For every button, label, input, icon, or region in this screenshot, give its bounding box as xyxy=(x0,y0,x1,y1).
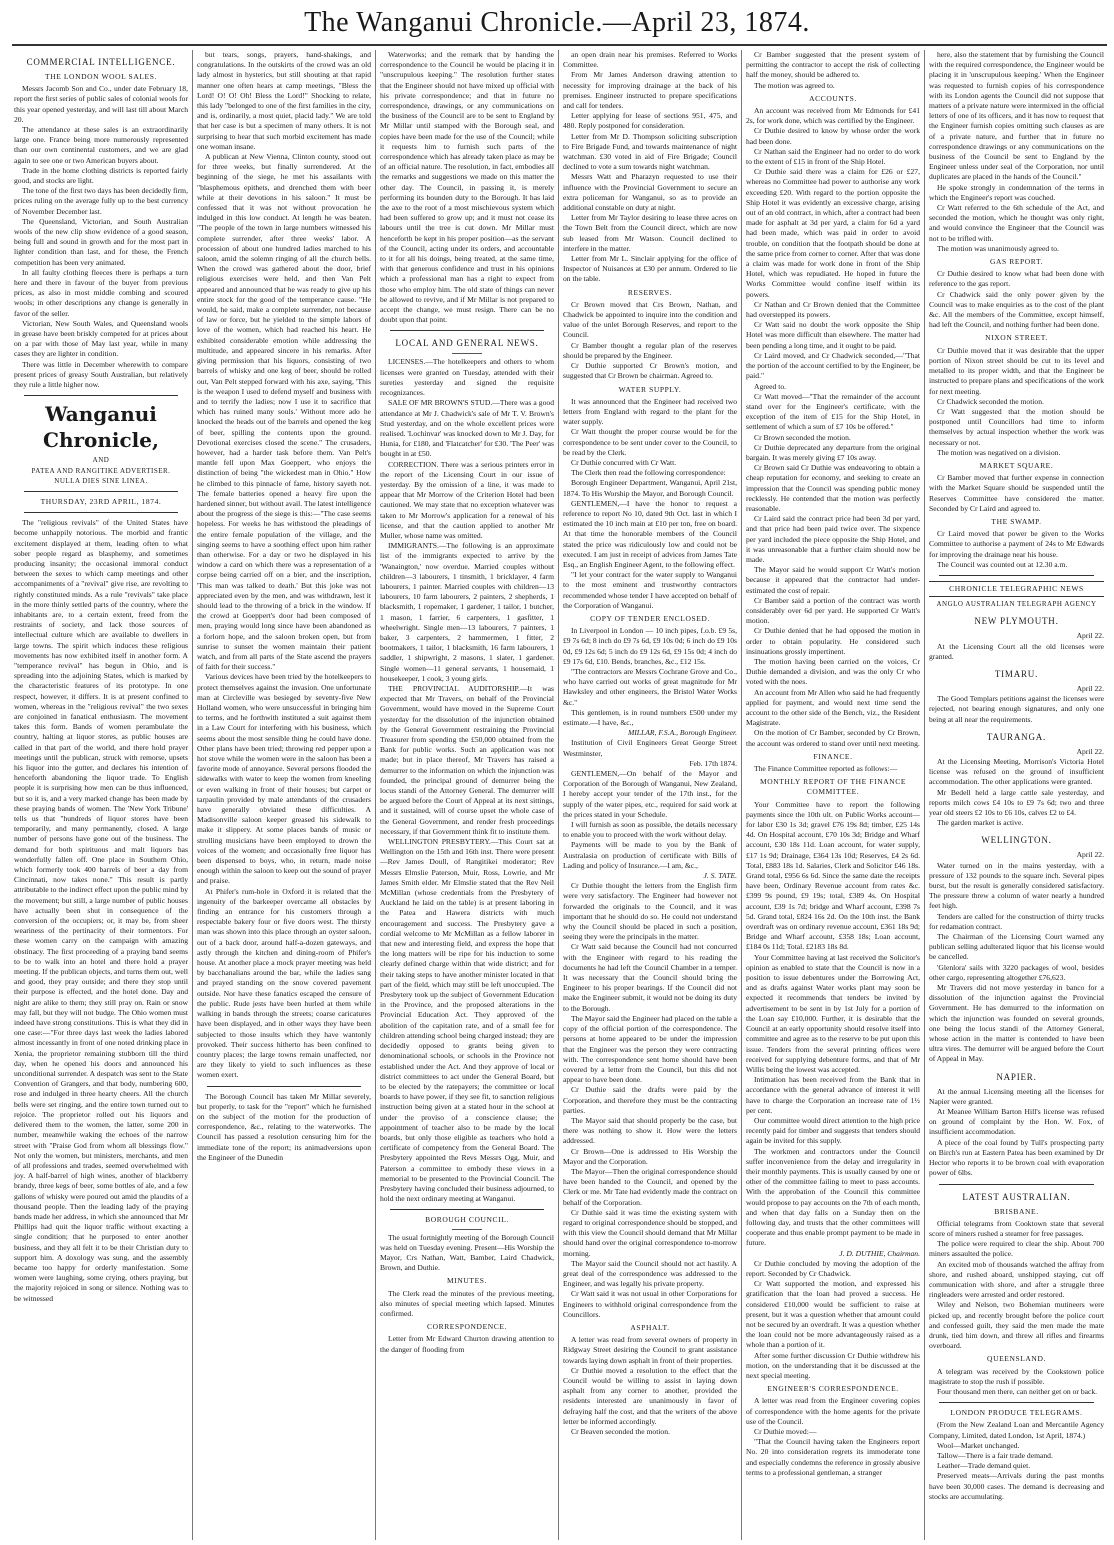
article-paragraph: Cr Bamber said a portion of the contract was worth considerably over 6d per yard. He supported Cr Watt's motion. xyxy=(746,595,920,626)
article-paragraph: Cr Duthie said the drafts were paid by the Corporation, and therefore they must be the contracting parties. xyxy=(563,1085,737,1115)
article-paragraph: Letter from Mr L. Sinclair applying for the office of Inspector of Nuisances at £30 per annum. Ordered to lie on the table. xyxy=(563,254,737,284)
article-paragraph: The "religious revivals" of the United States have become unhappily notorious. The morbid and frantic excitement displayed at them, leading often to what sober people regard as blasphemy, and sometimes producing insanity; the occasional immoral conduct between the sexes to which camp meetings and other accompaniments of a "revival" give rise, are revolting to rightly constituted minds. As a rule "revivals" take place in the more thinly settled parts of the country, where the inhabitants are, to a certain extent, freed from the restraints of society, and lack those sources of intellectual culture which are available to dwellers in large towns. The spirit which induces these religious movements has now exhibited itself in another form. A "temperance revival" has begun in Ohio, and is spreading into the adjoining States, which is marked by the characteristic features of its prototype. In one respect, however, it differs. It is at present confined to women, whereas in the "religious revival" the two sexes are conjoined in fanatical enthusiasm. The movement takes this form. Bands of women perambulate the country, halting at liquor stores, as public houses are called in that part of the world, and there hold prayer meetings until the publican, struck with remorse, upsets his liquor into the gutter, and declares his intention of henceforth abandoning the liquor trade. To English people it is surprising how men can be thus influenced, but so it is, and a very marked change has been made by these praying bands of women. The 'New York Tribune' tells us that "hundreds of liquor stores have been temporarily, and many permanently, closed. A large number of persons have gone out of the business. The demand for both spirituous and malt liquors has wonderfully fallen off. One place in Southern Ohio, which formerly took 400 barrels of beer a day from Cincinnati, now takes none." This result is partly attributable to the indirect effect upon the public mind by the movement; but still, a large number of public houses have actually been shut in consequence of the conversion of the occupiers; or, it may be, from sheer weariness of the pertinacity of their tormentors. For these women carry on the campaign with amazing obstinacy. The first proceeding of a praying band seems to be to walk into an hotel and there hold a prayer meeting. If the publican objects, and turns them out, well and good, they pray outside; and there they stop until their purpose is effected, and the hotel done. Day and night are alike to them; they still pray on. Rain or snow may fall, but they will not budge. The Ohio women must indeed have strong constitutions. This is what they did in one case:—"For three days last week the ladies labored almost incessantly in front of one noted drinking place in Xenia, the proprietor remaining stubborn till the third day, when he opened his doors and announced his unconditional surrender. A despatch was sent to the State Convention of Grangers, and that body, numbering 600, rose and indulged in three hearty cheers. All the church bells were set ringing, and the entire town turned out to rejoice. The proprietor rolled out his liquors and delivered them to the women, the latter, some 200 in number, meanwhile waking the echoes of the narrow street with "Praise God from whom all blessings flow." Not only the women, but ministers, merchants, and men of all professions and trades, seemed overwhelmed with joy. A half-barrel of high wines, another of blackberry brandy, three kegs of beer, some bottles of ale, and a few gallons of whisky were poured out amid the plaudits of a thousand people. Then the leading lady of the praying bands made her address, in which she announced that Mr Phillips had quit the liquor traffic without exacting a single condition; that he purposed to enter another business, and they all felt it to be their Christian duty to support him. A doxology was sung, and the assembly became too happy for orderly manifestation. Some women were laughing, some crying, others praying, but the majority rejoiced in song or silence. Nothing was to be witnessed xyxy=(14,518,188,1303)
article-paragraph: The usual fortnightly meeting of the Borough Council was held on Tuesday evening. Present—His Worship the Mayor, Crs Nathan, Watt, Bamber, Laird Chadwick, Brown, and Duthie. xyxy=(380,1232,554,1273)
column-rule xyxy=(939,575,1094,576)
subheading: BOROUGH COUNCIL. xyxy=(425,1215,509,1225)
article-paragraph: I will furnish as soon as possible, the details necessary to enable you to proceed with the work without delay. xyxy=(563,820,737,840)
short-rule xyxy=(452,353,482,354)
column-6 xyxy=(925,50,1108,1540)
article-paragraph: LICENSES.—The hotelkeepers and others to whom licenses were granted on Tuesday, attended with their sureties yesterday and signed the requisite recognizances. xyxy=(380,357,554,398)
article-paragraph: Cr Duthie said it was time the existing system with regard to original correspondence should be stopped, and with this view the Council should demand that Mr Millar should hand over the original correspondence to-morrow morning. xyxy=(563,1207,737,1258)
boxed-heading: CHRONICLE TELEGRAPHIC NEWS xyxy=(929,581,1104,597)
masthead-subtitle: NULLA DIES SINE LINEA. xyxy=(54,476,148,485)
article-paragraph: Cr Duthie concluded by moving the adoption of the report. Seconded by Cr Chadwick. xyxy=(746,1258,920,1278)
subheading: GAS REPORT. xyxy=(989,257,1044,267)
article-paragraph: The garden market is active. xyxy=(937,818,1024,828)
article-paragraph: Mr Travers did not move yesterday in banco for a dissolution of the injunction against the Provincial Government. He has demurred to the information on which the injunction was founded on several grounds, one being the locus standi of the Attorney General, whose action in the matter is contended to have been ultra vires. The demurrer will be argued before the Court of Appeal in May. xyxy=(929,983,1104,1064)
article-paragraph: Cr Bamber thought a regular plan of the reserves should be prepared by the Engineer. xyxy=(563,340,737,360)
column-4 xyxy=(559,50,742,1540)
article-paragraph: but tears, songs, prayers, hand-shakings, and congratulations. In the outskirts of the crowd was an old lady almost in hysterics, but still shouting at that rapid manner one often hears at camp meetings, "Bless the Lord! O! O! Oh! Bless the Lord!" Shocking to relate, this lady "belonged to one of the first families in the city, and is, ordinarily, a most quiet, placid lady." We are told that her case is but a specimen of many others. It is not surprising to hear that such morbid excitement has made one woman insane. xyxy=(197,50,371,151)
section-heading: LATEST AUSTRALIAN. xyxy=(962,1191,1071,1202)
article-paragraph: An account was received from Mr Edmonds for £41 2s, for work done, which was certified by the Engineer. xyxy=(746,106,920,126)
article-paragraph: The tone of the first two days has been decidedly firm, prices ruling on the average fully up to the best currency of November December last. xyxy=(14,186,188,216)
column-rule xyxy=(207,1086,361,1087)
article-paragraph: Payments will be made to you by the Bank of Australasia on production of certificate with Bills of Lading and policy of Insurance.—I am, &c., xyxy=(563,840,737,870)
section-heading: NEW PLYMOUTH. xyxy=(974,616,1059,627)
article-paragraph: "That the Council having taken the Engineers report No. 20 into consideration regrets its immoderate tone and especially condemns the reference in grossly abusive terms to a professional gentleman, a stranger xyxy=(746,1437,920,1477)
column-2 xyxy=(193,50,376,1540)
article-paragraph: "The contractors are Messrs Cochrane Grove and Co., who have carried out works of great magnitude for Mr Hawksley and other engineers, the Bristol Water Works &c." xyxy=(563,666,737,707)
article-paragraph: The workmen and contractors under the Council suffer inconvenience from the delay and irregularity in their monthly payments. This is usually caused by one or other of the committee failing to meet to pass accounts. With the approbation of the Council this committee would propose to pay accounts on the 7th of each month, and when that day falls on a Sunday then on the following day, and trusts that the other committees will cooperate and thus enable prompt payment to be made in future. xyxy=(746,1146,920,1248)
dateline: April 22. xyxy=(1076,746,1104,756)
subheading: COPY OF TENDER ENCLOSED. xyxy=(590,613,710,623)
masthead-title: Wanganui Chronicle, xyxy=(43,402,159,453)
subheading: NIXON STREET. xyxy=(985,333,1048,343)
article-paragraph: SALE OF MR BROWN'S STUD.—There was a good attendance at Mr J. Chadwick's sale of Mr T. V. Brown's Stud yesterday, and on the whole excellent prices were realised. 'Lochinvar' was knocked down to Mr J. Day, for Hunia, for £180, and 'Flatcatcher' for £30. 'The Peer' was bought in at £50. xyxy=(380,398,554,459)
article-paragraph: The Queensland, Victorian, and South Australian wools of the new clip show evidence of a good season, being full and sound in growth and for the most part in lighter condition than last, and for these, the French competition has been very animated. xyxy=(14,216,188,267)
article-paragraph: Victorian, New South Wales, and Queensland wools in grease have been briskly competed for at prices about on a par with those of May last year, while in many cases they are lighter in condition. xyxy=(14,318,188,359)
article-paragraph: THE PROVINCIAL AUDITORSHIP.—It was expected that Mr Travers, on behalf of the Provincial Government, would have moved in the Supreme Court yesterday for the dissolution of the injunction obtained by the General Government restraining the Provincial Treasurer from spending the £50,000 obtained from the Bank for public works. Such an application was not made; but in place thereof, Mr Travers has raised a demurrer to the information on which the injunction was founded, the principal ground of demurrer being the locus standi of the Attorney General. The demurrer will be argued before the Court of Appeal at its next sittings, and it sustained, will of course upset the whole case of the General Government, and render fresh proceedings necessary, if that Government think fit to institute them. xyxy=(380,683,554,836)
article-paragraph: An excited mob of thousands watched the affray from shore, and rushed aboard, unshipped staying, cut off communication with shore, and after a struggle three ringleaders were arrested and order restored. xyxy=(929,1259,1104,1300)
article-paragraph: Four thousand men there, can neither get on or back. xyxy=(937,1386,1098,1396)
article-paragraph: Tallow—There is a fair trade demand. xyxy=(937,1450,1053,1460)
article-paragraph: Cr Bamber suggested that the present system of permitting the contractor to accept the risk of collecting half the money, should be adhered to. xyxy=(746,50,920,80)
article-paragraph: Cr Beaven seconded the motion. xyxy=(571,1427,670,1437)
article-paragraph: Messrs Jacomb Son and Co., under date February 18, report the first series of public sales of colonial wools for this year opened yesterday, and will last till about March 20. xyxy=(14,84,188,124)
article-paragraph: A telegram was received by the Cookstown police magistrate to stop the rush if possible. xyxy=(929,1366,1104,1386)
newspaper-masthead: The Wanganui Chronicle.—April 23, 1874. xyxy=(304,7,810,38)
dateline: April 22. xyxy=(1076,683,1104,693)
article-paragraph: Cr Watt moved—"That the remainder of the account stand over for the Engineer's certificate, with the exception of the item of £15 for the Ship Hotel, in settlement of which a sum of £7 10s be offered." xyxy=(746,391,920,432)
column-3 xyxy=(376,50,559,1540)
section-heading: COMMERCIAL INTELLIGENCE. xyxy=(26,57,176,67)
subheading: THE SWAMP. xyxy=(991,516,1042,526)
article-paragraph: Cr Bamber moved that further expense in connection with the Market Square should be suspended until the Reserves Committee have considered the matter. Seconded by Cr Laird and agreed to. xyxy=(929,473,1104,513)
article-paragraph: Cr Laird moved that power be given to the Works Committee to authorise a payment of 24s to Mr Edwards for improving the drainage near his house. xyxy=(929,529,1104,559)
article-paragraph: At Phifer's rum-hole in Oxford it is related that the ingenuity of the barkeeper overcame all obstacles by finding an entrance for his customers through a respectable bakery four or five doors west. The thirsty man was shown into this place through an oyster saloon, out of a back door, around half-a-dozen gateways, and astly through the kitchen and dining-room of Phifer's house. At another place a mock prayer meeting was held by bacchanalians around the bar, while the ladies sang and prayed standing on the snow covered pavement outside. Nor have these fanatics escaped the censure of the public. Rude jests have been hurled at them while walking in bands through the streets; coarse caricatures have been displayed, and in other ways they have been subjected to those insults which they have wantonly provoked. Their success hitherto has been confined to country places; the large towns remain unaffected, nor are they likely to yield to such influences as these women exert. xyxy=(197,886,371,1080)
dateline: Feb. 17th 1874. xyxy=(689,758,737,768)
article-paragraph: Water turned on in the mains yesterday, with a pressure of 132 pounds to the square inch. Several pipes burst, but the result is generally considered satisfactory. The pressure threw a column of water nearly a hundred feet high. xyxy=(929,860,1104,911)
article-paragraph: GENTLEMEN,—On behalf of the Mayor and Corporation of the Borough of Wanganui, New Zealand, I hereby accept your tender of the 17th inst., for the supply of the water pipes, etc., required for said work at the prices stated in your Schedule. xyxy=(563,769,737,819)
article-paragraph: The Council was counted out at 12.30 a.m. xyxy=(937,559,1068,569)
article-paragraph: The Clerk read the minutes of the previous meeting, also minutes of special meeting which lapsed. Minutes confirmed. xyxy=(380,1288,554,1318)
article-paragraph: Letter from Mr Edward Churton drawing attention to the danger of flooding from xyxy=(380,1334,554,1354)
section-heading: WELLINGTON. xyxy=(981,835,1052,846)
article-paragraph: Cr Watt said it was not usual in other Corporations for Engineers to withhold original correspondence from the Councillors. xyxy=(563,1289,737,1319)
article-paragraph: Cr Brown said Cr Duthie was endeavoring to obtain a cheap reputation for economy, and seeking to create an impression that the Council was spending public money recklessly. He contended that the motion was perfectly reasonable. xyxy=(746,463,920,513)
article-paragraph: The Chairman of the Licensing Court warned any publican selling adulterated liquor that his license would be cancelled. xyxy=(929,932,1104,962)
article-paragraph: "I let your contract for the water supply to Wanganui to the most eminent and trustworthy contractors recommended whose tender I have accepted on behalf of the Corporation of Wanganui. xyxy=(563,570,737,610)
subheading: LONDON PRODUCE TELEGRAMS. xyxy=(950,1408,1083,1418)
article-paragraph: Cr Watt supported the motion, and expressed his gratification that the loan had proved a success. He considered £10,000 would be sufficient to raise at present, but it was a question whether that amount could not be secured by an overdraft. It was a question whether the loan could not be more advantageously raised as a whole than a portion of it. xyxy=(746,1279,920,1350)
article-paragraph: Cr Watt thought the proper course would be for the correspondence to be sent under cover to the Council, to be read by the Clerk. xyxy=(563,427,737,457)
article-paragraph: Cr Duthie deprecated any departure from the original bargain. It was merely giving £7 10s away. xyxy=(746,442,920,462)
article-paragraph: At the Licensing Meeting, Morrison's Victoria Hotel license was refused on the ground of insufficient accommodation. The other applications were granted. xyxy=(929,756,1104,787)
article-paragraph: Mr Bedell held a large cattle sale yesterday, and reports milch cows £4 10s to £9 7s 6d; two and three year old steers £2 10s to £6 10s, calves £2 to £4. xyxy=(929,787,1104,817)
signature-line: J. S. TATE. xyxy=(703,871,737,881)
article-paragraph: Cr Nathan and Cr Brown denied that the Committee had overstepped its powers. xyxy=(746,299,920,320)
masthead-subtitle: AND xyxy=(92,456,110,465)
article-paragraph: The police were required to clear the ship. About 700 miners assaulted the police. xyxy=(929,1239,1104,1259)
column-rule xyxy=(390,330,544,331)
article-paragraph: The Mayor said the Engineer had placed on the table a copy of the official portion of the correspondence. The persons at home appeared to be under the impression that the Engineer was the person they were contracting with. The correspondence sent home should have been covered by a letter from the Council, but this did not appear to have been done. xyxy=(563,1013,737,1085)
masthead-subtitle: ANGLO AUSTRALIAN TELEGRAPH AGENCY xyxy=(936,600,1097,609)
subheading: CORRESPONDENCE. xyxy=(426,1322,508,1332)
article-paragraph: Cr Chadwick seconded the motion. xyxy=(937,396,1044,406)
article-paragraph: A letter was read from the Engineer covering copies of correspondence with the home agents for the private use of the Council. xyxy=(746,1396,920,1426)
article-paragraph: Cr Brown moved that Crs Brown, Nathan, and Chadwick be appointed to inquire into the condition and value of the unlet Borough Reserves, and report to the Council. xyxy=(563,299,737,340)
article-paragraph: Cr Brown—One is addressed to His Worship the Mayor and the Corporation. xyxy=(563,1146,737,1166)
dateline: April 22. xyxy=(1076,850,1104,860)
column-rule xyxy=(24,512,178,513)
article-paragraph: WELLINGTON PRESBYTERY.—This Court sat at Wellington on the 15th and 16th inst. There were present—Rev James Doull, of Rangitikei moderator; Rev Messrs Elmslie Paterson, Muir, Ross, Lowrie, and Mr James Smith elder. Mr Elmslie stated that the Rev Neil McMillan (whose credentials from the Presbytery of Auckland he laid on the table) is at present laboring in the Patea and Hawera districts with much encouragement and success. The Presbytery gave a cordial welcome to Mr McMillan as a fellow laborer in that new and interesting field, and express the hope that the long matters will be ripe for his induction to some clearly defined charge within that wide district; and for their taking steps to have another minister located in that part of the field, which may still be left unoccupied. The Presbytery took up the subject of Government Education in the Province, and the proposed alterations in the Provincial Education Act. They approved of the abolition of the capitation rate, and of a small fee for children attending school being charged instead; they are decidedly opposed to grants being given to denominational schools, or schools in the Province not established under the Act. And they approve of local or district committees to act under the General Board, but to be elected by the ratepayers; the committee or local boards to have power, if they see fit, to sanction religious instruction being given at a stated hour in the school at under the proviso of a conscience clause; the appointment of teacher also to be made by the local boards, but only those eligible as teachers who hold a certificate of competency from the General Board. The Presbytery appointed the Revs Messrs Ogg, Muir, and Paterson a committee to embody these views in a memorial to be presented to the Provincial Council. The Presbytery having concluded their business adjourned, to hold the next ordinary meeting at Wanganui. xyxy=(380,837,554,1204)
column-rule xyxy=(939,1184,1094,1185)
article-paragraph: GENTLEMEN,—I have the honor to request a reference to report No 10, dated 9th Oct. last in which I estimated the 10 inch main at £10 per ton, free on board. At that time the honorable members of the Council stated the price was ridiculously low and could not be executed. I am just in receipt of advices from James Tate Esq., an English Engineer Agent, to the following effect. xyxy=(563,498,737,569)
article-paragraph: Tenders are called for the construction of thirty trucks for redamation contract. xyxy=(929,911,1104,931)
article-paragraph: IMMIGRANTS.—The following is an approximate list of the immigrants expected to arrive by the 'Wanaington,' now overdue. Married couples without children—3 labourers, 1 tinsmith, 1 bricklayer, 4 farm labourers, 1 painter. Married couples with children—13 labourers, 10 farm labourers, 2 painters, 2 shepherds, 1 blacksmith, 1 ropemaker, 1 gardener, 1 tailor, 1 butcher, 1 mason, 1 farrier, 6 carpenters, 1 gasfitter, 1 wheelwright. Single men—13 labourers, 7 painters, 1 baker, 3 carpenters, 2 hammermen, 1 fitter, 2 bootmakers, 1 tailor, 1 blacksmith, 16 farm labourers, 1 saddler, 1 shipwright, 2 masons, 1 slater, 1 gardener. Single women—11 general servants, 1 housemaid, 1 housekeeper, 1 cook, 3 young girls. xyxy=(380,541,554,683)
subheading: MARKET SQUARE. xyxy=(979,460,1054,470)
article-paragraph: 'Glenlora' sails with 3220 packages of wool, besides other cargo, representing altogether £76,623. xyxy=(929,962,1104,982)
article-paragraph: Cr Chadwick said the only power given by the Council was to make enquiries as to the cost of the plant &c. All the members of the Committee, except himself, had left the Council, and nothing further had been done. xyxy=(929,289,1104,330)
subheading: MONTHLY REPORT OF THE FINANCE COMMITTEE. xyxy=(759,777,907,797)
article-paragraph: Cr Duthie moved:— xyxy=(754,1427,817,1437)
article-paragraph: Letter from Mr Taylor desiring to lease three acres on the Town Belt from the Council direct, which are now sub leased from Mr Watson. Council declined to interfere in the matter. xyxy=(563,213,737,253)
article-paragraph: The attendance at these sales is an extraordinarily large one. France being more numerously represented than our own continental customers, and we are glad again to see one or two American buyers about. xyxy=(14,125,188,165)
article-paragraph: Cr Duthie desired to know by whose order the work had been done. xyxy=(746,126,920,146)
article-paragraph: In Liverpool in London — 10 inch pipes, f.o.b. £9 5s, £9 7s 6d; 8 inch do £9 7s 6d, £9 10s 0d; 6 inch do £9 10s 0d, £9 12s 6d; 5 inch do £9 12s 6d, £9 15s 0d; 4 inch do £9 17s 6d, £10. Bends, branches, &c., £12 15s. xyxy=(563,626,737,666)
section-heading: TAURANGA. xyxy=(986,731,1047,742)
article-paragraph: Cr Duthie moved that it was desirable that the upper portion of Nixon street should be cut to its level and metalled to its proper width, and that the Engineer be instructed to prepare plans and specifications of the work for next meeting. xyxy=(929,345,1104,396)
subheading: FINANCE. xyxy=(813,751,853,761)
section-heading: NAPIER. xyxy=(996,1071,1037,1082)
article-paragraph: An account from Mr Allen who said he had frequently applied for payment, and would next time send the account to the other side of the Bench, viz., the Resident Magistrate. xyxy=(746,687,920,728)
article-paragraph: This gentlemen, is in round numbers £500 under my estimate.—I have, &c., xyxy=(563,707,737,727)
article-paragraph: A publican at New Vienna, Clinton county, stood out for three weeks, but finally surrendered. At the beginning of the siege, he met his assailants with "blasphemous epithets, and drenched them with beer while at their devotions in his saloon." It must be confessed that it was not without provocation he indulged in this low conduct. At length he was beaten. "The people of the town in large numbers witnessed his complete surrender, after three weeks' labor. A procession of about one hundred ladies marched to his saloon, amid the solemn ringing of all the church bells. When the crowd was gathered about the door, brief religious exercises were held, and then Van Pelt appeared and announced that he was ready to give up his entire stock for the good of the temperance cause. "He would, he said, make a complete surrender, not because of law or force, but he yielded to the simple labors of love of the women, which had reached his heart. He exhibited considerable emotion while addressing the multitude, and appeared sincere in his remarks. After giving permission that his liquors, consisting of two barrels of whisky and one keg of beer, should be rolled out, Van Pelt stepped forward with his axe, saying, 'This is the weapon I used to defend myself and business with and to terrify the ladies; now I use it to sacrifice that which has ruined many souls.' Without more ado he knocked the heads out of the barrels and opened the keg of beer, spilling the contents upon the ground. Devotional exercises closed the scene." The crusaders, however, had a harder task before them. Van Pelt's mantle fell upon Max Goeppert, who enjoys the distinction of being "the wickedest man in Ohio." How he climbed to this pinnacle of fame, history sayeth not. The female batteries opened a heavy fire upon the hardened sinner, but without avail. The latest intelligence about the progress of the siege is this:—"The case seems hopeless. For weeks he has withstood the pleadings of the entire female population of the village, and the singing seems to have a soothing effect upon him rather than otherwise. For a day or two he displayed in his window a card on which there was a representation of a corpse being carried off on a bier, and the inscription, 'This man was talked to death.' But this joke was not appreciated even by the men, and was withdrawn, lest it should lead to the throwing of a brick in the window. If the crowd at Goeppert's door had been composed of men, praying would long since have been abandoned as a forlorn hope, and the saloon broken open, but from sunrise to sunset the women maintain their patient watch, and from all parts of the State ascend the prayers of faith for their success." xyxy=(197,152,371,672)
article-paragraph: The Finance Committee reported as follows:— xyxy=(754,764,898,774)
masthead-subtitle: PATEA AND RANGITIKE ADVERTISER. xyxy=(31,466,171,475)
article-paragraph: The Mayor—Then the original correspondence should have been handed to the Council, and opened by the Clerk or me. Mr Tate had evidently made the contract on behalf of the Corporation. xyxy=(563,1166,737,1207)
article-paragraph: (From the New Zealand Loan and Mercantile Agency Company, Limited, dated London, 1st April, 1874.) xyxy=(929,1420,1104,1440)
article-paragraph: Letter from Mr D. Thompson soliciting subscription to Fire Brigade Fund, and towards maintenance of night watchman. £30 voted in aid of Fire Brigade; Council declined to vote a sum towards night watchman. xyxy=(563,131,737,172)
article-paragraph: Institution of Civil Engineers Great George Street Westminster, xyxy=(563,738,737,758)
column-rule xyxy=(390,1209,544,1210)
article-paragraph: There was little in December wherewith to compare present prices of greasy South Australian, but relatively they rule a little higher now. xyxy=(14,359,188,390)
subheading: QUEENSLAND. xyxy=(987,1354,1046,1364)
subheading: THURSDAY, 23RD APRIL, 1874. xyxy=(40,496,162,506)
article-paragraph: Preserved meats—Arrivals during the past months have been 30,000 cases. The demand is decreasing and stocks are accumulating. xyxy=(929,1471,1104,1501)
article-paragraph: Your Committee having at last received the Solicitor's opinion as enabled to state that the Council is now in a position to issue debentures under the Borrowing Act, and as drafts against Water works plant may soon be expected it recommends that tenders be invited by advertisement to be sent in by 1st July for a portion of the Loan say £10,000. Further, it is desirable that the Council at an early opportunity should resolve itself into committee and agree as to the reserve to be put upon this issue. Tenders from the several printing offices were received for supplying debenture forms, and that of Mr Willis being the lowest was accepted. xyxy=(746,952,920,1074)
article-paragraph: Cr Duthie concurred with Cr Watt. xyxy=(571,457,677,467)
article-paragraph: Cr Laird said the contract price had been 3d per yard, and that price had been paid twice over. The sixpence per yard included the piece opposite the Ship Hotel, and it was unreasonable that a further claim should now be made. xyxy=(746,514,920,564)
article-paragraph: The motion was unanimously agreed to. xyxy=(937,243,1059,253)
article-paragraph: The motion was negatived on a division. xyxy=(937,447,1061,457)
article-paragraph: At the Licensing Court all the old licenses were granted. xyxy=(929,641,1104,661)
article-paragraph: Waterworks; and the remark that by handing the correspondence to the Council he would be placing it in "unscrupulous keeping." The resolution further states that the Engineer should not have mixed up official with his private correspondence; and that in future no correspondence, drawings, or any communications on the business of the Council are to be sent to England by Mr Millar until stamped with the Borough seal, and copies have been made for the use of the Council; while it requests him to furnish such parts of the correspondence which has already taken place as may be of an official nature. The resolution, in fact, embodies all the remarks and suggestions we made on this matter the other day. The Council, in passing it, is merely performing its bounden duty to the Borough. It has laid the axe to the root of a most mischievous system which had been suffered to grow up; and it must not cease its labours until the tree is cut down. Mr Millar must henceforth be kept in his proper position—as the servant of the Council, acting under its orders, and accountable to it for all his doings, being treated, at the same time, with that generous confidence and trust in his opinions which a professional man has a right to expect from those who employ him. The old state of things can never be allowed to revive, and if Mr Millar is not prepared to accept the change, we must resign. There can be no doubt upon that point. xyxy=(380,50,554,325)
article-paragraph: Cr Duthie thought the letters from the English firm were very satisfactory. The Engineer had however not forwarded the originals to the Council, and it was important that he should do so. He could not understand why the Council should be placed in such a position, seeing they were the principals in the matter. xyxy=(563,881,737,942)
subheading: ENGINEER'S CORRESPONDENCE. xyxy=(767,1384,899,1394)
article-paragraph: an open drain near his premises. Referred to Works Committee. xyxy=(563,50,737,70)
article-paragraph: Trade in the home clothing districts is reported fairly good, and stocks are light. xyxy=(14,165,188,186)
newspaper-columns xyxy=(10,50,1108,1540)
subheading: ACCOUNTS. xyxy=(809,93,857,103)
article-paragraph: After some further discussion Cr Duthie withdrew his motion, on the understanding that it be discussed at the next special meeting. xyxy=(746,1350,920,1380)
article-paragraph: The Clerk then read the following correspondence: xyxy=(571,468,726,478)
article-paragraph: Our committee would direct attention to the high price recently paid for timber and suggests that tenders should again be invited for this supply. xyxy=(746,1115,920,1146)
article-paragraph: Cr Duthie supported Cr Brown's motion, and suggested that Cr Brown be chairman. Agreed to. xyxy=(563,361,737,381)
article-paragraph: Your Committee have to report the following payments since the 10th ult. on Public Works account—for labor £30 1s 3d; gravel £76 19s 8d; timber, £25 14s 4d. On Hospital account, £70 10s 3d; Bridge and Wharf account, £30 18s 11d. Loan account, for water supply, £17 1s 9d; Drainage, £364 13s 10d; Reserves, £4 2s 6d. Total, £883 18s 1d. Salaries, Clerk and Solicitor £46 18s. Grand total, £956 6s 6d. Since the same date the receipts have been, Ordinary Revenue account from rates &c. £399 9s pound, £9 19s; total, £389 4s. On Hospital account, £39 1s 7d; bridge and Wharf account, £398 7s 5d. Grand total, £824 16s 2d. On the 10th inst. the Bank overdraft was on ordinary revenue account, £361 18s 9d; Bridge and Wharf account, £358 18s; Loan account, £184 0s 11d; Total. £2183 18s 8d. xyxy=(746,799,920,952)
article-paragraph: Letter applying for lease of sections 951, 475, and 480. Reply postponed for consideration. xyxy=(563,111,737,131)
article-paragraph: Official telegrams from Cooktown state that several score of miners rushed a steamer for free passages. xyxy=(929,1218,1104,1238)
article-paragraph: In all faulty clothing fleeces there is perhaps a turn here and there in favour of the buyer from previous prices, as also in most middle combing and scoured wools; in other descriptions any change is generally in favor of the seller. xyxy=(14,267,188,318)
article-paragraph: Intimation has been received from the Bank that in accordance with the general advance of interest it will have to charge the Corporation an increase rate of 1½ per cent. xyxy=(746,1075,920,1115)
article-paragraph: The Mayor said the Council should not act hastily. A great deal of the correspondence was addressed to the Engineer, and was legally his private property. xyxy=(563,1258,737,1289)
subheading: THE LONDON WOOL SALES. xyxy=(45,72,157,81)
masthead-rule xyxy=(12,44,1107,46)
subheading: WATER SUPPLY. xyxy=(618,384,682,394)
article-paragraph: Cr Duthie moved a resolution to the effect that the Council would be willing to assist in laying down asphalt from any corner to another, provided the residents interested are unanimously in favor of defraying half the cost, and that the writers of the above letter be informed accordingly. xyxy=(563,1365,737,1426)
signature-line: MILLAR, F.S.A., Borough Engineer. xyxy=(627,728,737,738)
article-paragraph: Cr Laird moved, and Cr Chadwick seconded,—"That the portion of the account certified to by the Engineer, be paid." xyxy=(746,350,920,381)
article-paragraph: Cr Duthie said there was a claim for £26 or £27, whereas no Committee had power to authorise any work exceeding £20. With regard to the portion opposite the Ship Hotel it was evidently an excessive charge, arising out of an old contract, in which, after a contract had been made for asphalt at 3d per yard, a claim for 6d a yard had been made, which was paid in order to avoid trouble, on condition that the footpath should be done at the same price from corner to corner. After that was done a claim was made for work done in front of the Ship Hotel, which was repudiated. He hoped in future the Works Committee would confine itself within its powers. xyxy=(746,167,920,299)
article-paragraph: At the annual Licensing meeting all the licenses for Napier were granted. xyxy=(929,1086,1104,1106)
article-paragraph: Cr Watt said no doubt the work opposite the Ship Hotel was more difficult than elsewhere. The matter had been pending a long time, and it ought to be paid. xyxy=(746,320,920,350)
column-1 xyxy=(10,50,193,1540)
column-rule xyxy=(24,491,178,492)
article-paragraph: Borough Engineer Department, Wanganui, April 21st, 1874. To His Worship the Mayor, and Borough Council. xyxy=(563,478,737,498)
subheading: BRISBANE. xyxy=(994,1206,1039,1216)
column-5 xyxy=(742,50,925,1540)
article-paragraph: Messrs Watt and Pharazyn requested to use their influence with the Provincial Government to secure an extra policeman for Wanganui, so as to provide an additional constable on duty at night. xyxy=(563,172,737,213)
article-paragraph: The Good Templars petitions against the licenses were rejected, not bearing enough signatures, and only one being at all near the requirements. xyxy=(929,694,1104,724)
subheading: ASPHALT. xyxy=(630,1322,670,1332)
signature-line: J. D. DUTHIE, Chairman. xyxy=(839,1248,920,1258)
article-paragraph: A letter was read from several owners of property in Ridgway Street desiring the Council to grant assistance towards laying down asphalt in front of their properties. xyxy=(563,1335,737,1365)
article-paragraph: Leather—Trade demand quiet. xyxy=(937,1461,1031,1471)
article-paragraph: From Mr James Anderson drawing attention to necessity for improving drainage at the back of his premises. Engineer instructed to prepare specifications and call for tenders. xyxy=(563,70,737,111)
section-heading: TIMARU. xyxy=(994,668,1039,679)
article-paragraph: Agreed to. xyxy=(754,381,787,391)
article-paragraph: The Borough Council has taken Mr Millar severely, but properly, to task for the "report" which he furnished on the subject of the motion for the production of correspondence, &c., relating to the waterworks. The Council has passed a resolution censuring him for the immediate tone of the report; its animadversions upon the Engineer of the Dunedin xyxy=(197,1091,371,1162)
article-paragraph: It was announced that the Engineer had received two letters from England with regard to the plant for the water supply. xyxy=(563,396,737,427)
section-heading: LOCAL AND GENERAL NEWS. xyxy=(395,338,539,349)
article-paragraph: Cr Duthie denied that he had opposed the motion in order to obtain popularity. He considered such insinuations grossly impertinent. xyxy=(746,626,920,656)
article-paragraph: here, also the statement that by furnishing the Council with the required correspondence, the Engineer would be placing it in 'unscrupulous keeping.' When the Engineer was requested to furnish copies of his correspondence with its London agents the Council did not suppose that matters of a private nature were intermixed in the official letters of one of its officers, and it has now to request that the Engineer furnish copies omitting such clauses as are of a private nature, and further that in future no correspondence drawings or any communications on the business of the Council be sent to England by the Engineer unless under seal of the Corporation, nor until duplicates are placed in the hands of the Council." xyxy=(929,50,1104,182)
subheading: MINUTES. xyxy=(446,1276,487,1286)
subheading: RESERVES. xyxy=(627,287,673,297)
article-paragraph: CORRECTION. There was a serious printers error in the report of the Licensing Court in our issue of yesterday. By the omission of a line, it was made to appear that Mr Morrow of the Criterion Hotel had been cautioned. We may state that no exception whatever was taken to Mr Morrow's application for a renewal of his license, and that the caution applied to another Mr Muller, whose name was omitted. xyxy=(380,459,554,540)
article-paragraph: Cr Duthie desired to know what had been done with reference to the gas report. xyxy=(929,269,1104,289)
article-paragraph: A piece of the coal found by Tull's prospecting party on Birch's run at Eastern Patea has been examined by Dr Hector who reports it to be brown coal with evaporation power of 6lbs. xyxy=(929,1137,1104,1178)
article-paragraph: The motion having been carried on the voices, Cr Duthie demanded a division, and was the only Cr who voted with the noes. xyxy=(746,656,920,687)
article-paragraph: Cr Nathan said the Engineer had no order to do work to the extent of £15 in front of the Ship Hotel. xyxy=(746,146,920,167)
article-paragraph: Cr Watt suggested that the motion should be postponed until Councillors had time to inform themselves by actual inspection whether the work was necessary or not. xyxy=(929,406,1104,447)
article-paragraph: At Meanee William Barton Hill's license was refused on ground of complaint by the Hon. W. Fox, of insufficient accommodation. xyxy=(929,1107,1104,1137)
article-paragraph: Cr Watt referred to the 6th schedule of the Act, and seconded the motion, which he thought was only right, and would convince the Engineer that the Council was not to be trifled with. xyxy=(929,203,1104,243)
article-paragraph: On the motion of Cr Bamber, seconded by Cr Brown, the account was ordered to stand over until next meeting. xyxy=(746,728,920,748)
article-paragraph: Cr Watt said because the Council had not concurred with the Engineer with regard to his reading the documents he had left the Council Chamber in a temper. It was necessary that the Council should bring the Engineer to his proper bearings. If the Council did not make the Engineer submit, it would not be doing its duty to the Borough. xyxy=(563,942,737,1013)
article-paragraph: Wool—Market unchanged. xyxy=(937,1440,1020,1450)
article-paragraph: Cr Brown seconded the motion. xyxy=(754,432,851,442)
article-paragraph: The Mayor said he would support Cr Watt's motion because it appeared that the contractor had under-estimated the cost of repair. xyxy=(746,565,920,595)
column-rule xyxy=(24,395,178,396)
article-paragraph: The Mayor said that should properly be the case, but there was nothing to show it. How were the letters addressed. xyxy=(563,1115,737,1146)
article-paragraph: He spoke strongly in condemnation of the terms in which the Engineer's report was couched. xyxy=(929,182,1104,202)
dateline: April 22. xyxy=(1076,631,1104,641)
article-paragraph: Wiley and Nelson, two Bohemian mutineers were picked up, and recently brought before the police court and confessed guilt, they said the men made the mate drunk, tied him down, and threw all rifles and firearms overboard. xyxy=(929,1300,1104,1351)
column-rule xyxy=(939,1402,1094,1403)
article-paragraph: The motion was agreed to. xyxy=(754,80,835,90)
short-rule xyxy=(452,1229,482,1230)
article-paragraph: Various devices have been tried by the hotelkeepers to protect themselves against the invasion. One unfortunate man at Circleville was besieged by seventy-five New Holland women, who were unsuccessful in bringing him to terms, and he forthwith instituted a suit against them in a Law Court for interfering with his business, which seems about the most sensible thing he could have done. Other plans have been tried; throwing red pepper upon a hot stove while the women were in the saloon has been a favorite mode of annoyance. Several persons flooded the sidewalks with water to keep the women from kneeling or even walking in front of their houses; but carpet or tarpaulin provided by male attendants of the crusaders have generally obviated these difficulties. A Madisonville saloon keeper greased his sidewalk to make it slippery. At some places bands of music or strolling musicians have been employed to drown the voices of the women; and occasionally free liquor has been dispensed to boys, who, in return, made noise enough within the saloon to keep out the sound of prayer and praise. xyxy=(197,672,371,886)
